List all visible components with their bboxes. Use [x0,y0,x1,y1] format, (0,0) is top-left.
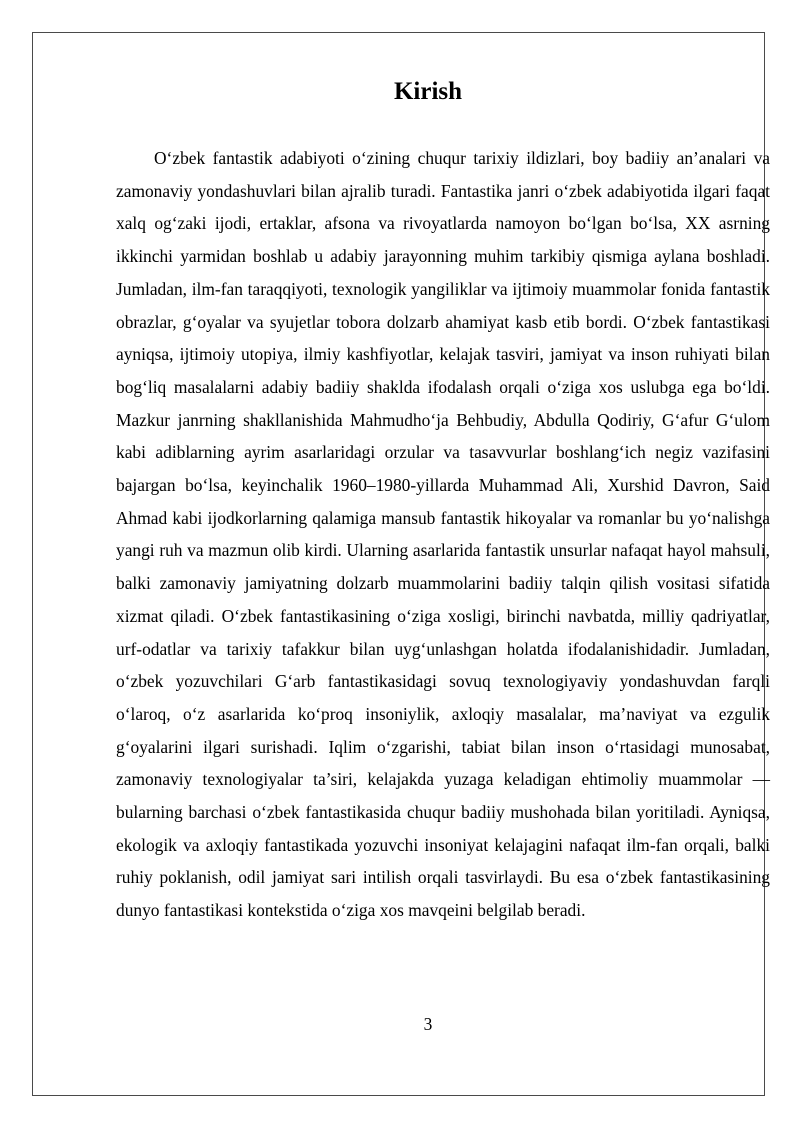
document-title: Kirish [393,78,463,105]
body-paragraph: O‘zbek fantastik adabiyoti o‘zining chuqur tarixiy ildizlari, boy badiiy an’analari va zamonaviy yondashuvlari bilan ajralib turadi. Fantastika janri o‘zbek adabiyotida ilgari faqat xalq og‘zaki ijodi, ertaklar, afsona va rivoyatlarda namoyon bo‘lgan bo‘lsa, XX asrning ikkinchi yarmidan boshlab u adabiy jarayonning muhim tarkibiy qismiga aylana boshladi. Jumladan, ilm-fan taraqqiyoti, texnologik yangiliklar va ijtimoiy muammolar fonida fantastik obrazlar, g‘oyalar va syujetlar tobora dolzarb ahamiyat kasb etib bordi. O‘zbek fantastikasi ayniqsa, ijtimoiy utopiya, ilmiy kashfiyotlar, kelajak tasviri, jamiyat va inson ruhiyati bilan bog‘liq masalalarni adabiy badiiy shaklda ifodalash orqali o‘ziga xos uslubga ega bo‘ldi. Mazkur janrning shakllanishida Mahmudho‘ja Behbudiy, Abdulla Qodiriy, G‘afur G‘ulom kabi adiblarning ayrim asarlaridagi orzular va tasavvurlar boshlang‘ich negiz vazifasini bajargan bo‘lsa, keyinchalik 1960–1980-yillarda Muhammad Ali, Xurshid Davron, Said Ahmad kabi ijodkorlarning qalamiga mansub fantastik hikoyalar va romanlar bu yo‘nalishga yangi ruh va mazmun olib kirdi. Ularning asarlarida fantastik unsurlar nafaqat hayol mahsuli, balki zamonaviy jamiyatning dolzarb muammolarini badiiy talqin qilish vositasi sifatida xizmat qiladi. O‘zbek fantastikasining o‘ziga xosligi, birinchi navbatda, milliy qadriyatlar, urf-odatlar va tarixiy tafakkur bilan uyg‘unlashgan holatda ifodalanishidadir. Jumladan, o‘zbek yozuvchilari G‘arb fantastikasidagi sovuq texnologiyaviy yondashuvdan farqli o‘laroq, o‘z asarlarida ko‘proq insoniylik, axloqiy masalalar, ma’naviyat va ezgulik g‘oyalarini ilgari surishadi. Iqlim o‘zgarishi, tabiat bilan inson o‘rtasidagi munosabat, zamonaviy texnologiyalar ta’siri, kelajakda yuzaga keladigan ehtimoliy muammolar — bularning barchasi o‘zbek fantastikasida chuqur badiiy mushohada bilan yoritiladi. Ayniqsa, ekologik va axloqiy fantastikada yozuvchi insoniyat kelajagini nafaqat ilm-fan orqali, balki ruhiy poklanish, odil jamiyat sari intilish orqali tasvirlaydi. Bu esa o‘zbek fantastikasining dunyo fantastikasi kontekstida o‘ziga xos mavqeini belgilab beradi. [116,148,770,921]
page-number: 3 [423,1014,433,1034]
